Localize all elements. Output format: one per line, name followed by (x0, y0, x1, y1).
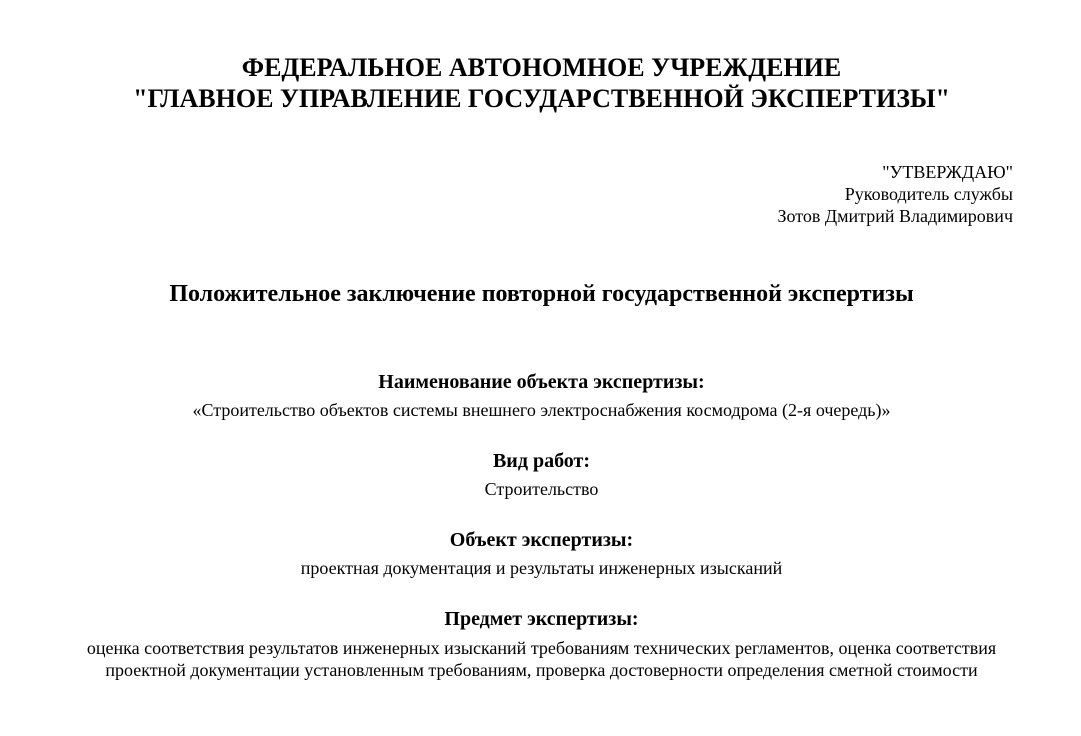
organization-name-line1: ФЕДЕРАЛЬНОЕ АВТОНОМНОЕ УЧРЕЖДЕНИЕ (241, 53, 842, 82)
section-work-type (0, 449, 1081, 500)
document-title: Положительное заключение повторной государственной экспертизы (169, 281, 914, 307)
approval-stamp: "УТВЕРЖДАЮ" (882, 162, 1013, 182)
section-value (0, 637, 1081, 681)
section-heading: Предмет экспертизы: (444, 608, 639, 630)
section-value-line: проектная документация и результаты инженерных изысканий (300, 558, 783, 578)
section-heading: Наименование объекта экспертизы: (378, 371, 705, 393)
approval-block (777, 161, 1013, 227)
section-value (0, 557, 1081, 579)
section-expertise-object (0, 528, 1081, 579)
section-heading: Вид работ: (492, 450, 591, 472)
section-value-line: Строительство (484, 479, 599, 499)
organization-header (0, 52, 1081, 114)
organization-name-line2: "ГЛАВНОЕ УПРАВЛЕНИЕ ГОСУДАРСТВЕННОЙ ЭКСПЕРТИЗЫ" (133, 84, 950, 113)
section-value-line: «Строительство объектов системы внешнего электроснабжения космодрома (2-я очередь)» (192, 400, 891, 420)
section-value (0, 399, 1081, 421)
section-value-line-2: проектной документации установленным требованиям, проверка достоверности определения сметной стоимости (105, 660, 978, 680)
section-object-name (0, 370, 1081, 421)
approver-position: Руководитель службы (844, 184, 1013, 204)
section-expertise-subject (0, 607, 1081, 681)
section-value (0, 478, 1081, 500)
section-value-line-1: оценка соответствия результатов инженерных изысканий требованиям технических регламентов, оценка соответствия (86, 638, 997, 658)
approver-name: Зотов Дмитрий Владимирович (777, 206, 1013, 226)
section-heading: Объект экспертизы: (449, 529, 634, 551)
